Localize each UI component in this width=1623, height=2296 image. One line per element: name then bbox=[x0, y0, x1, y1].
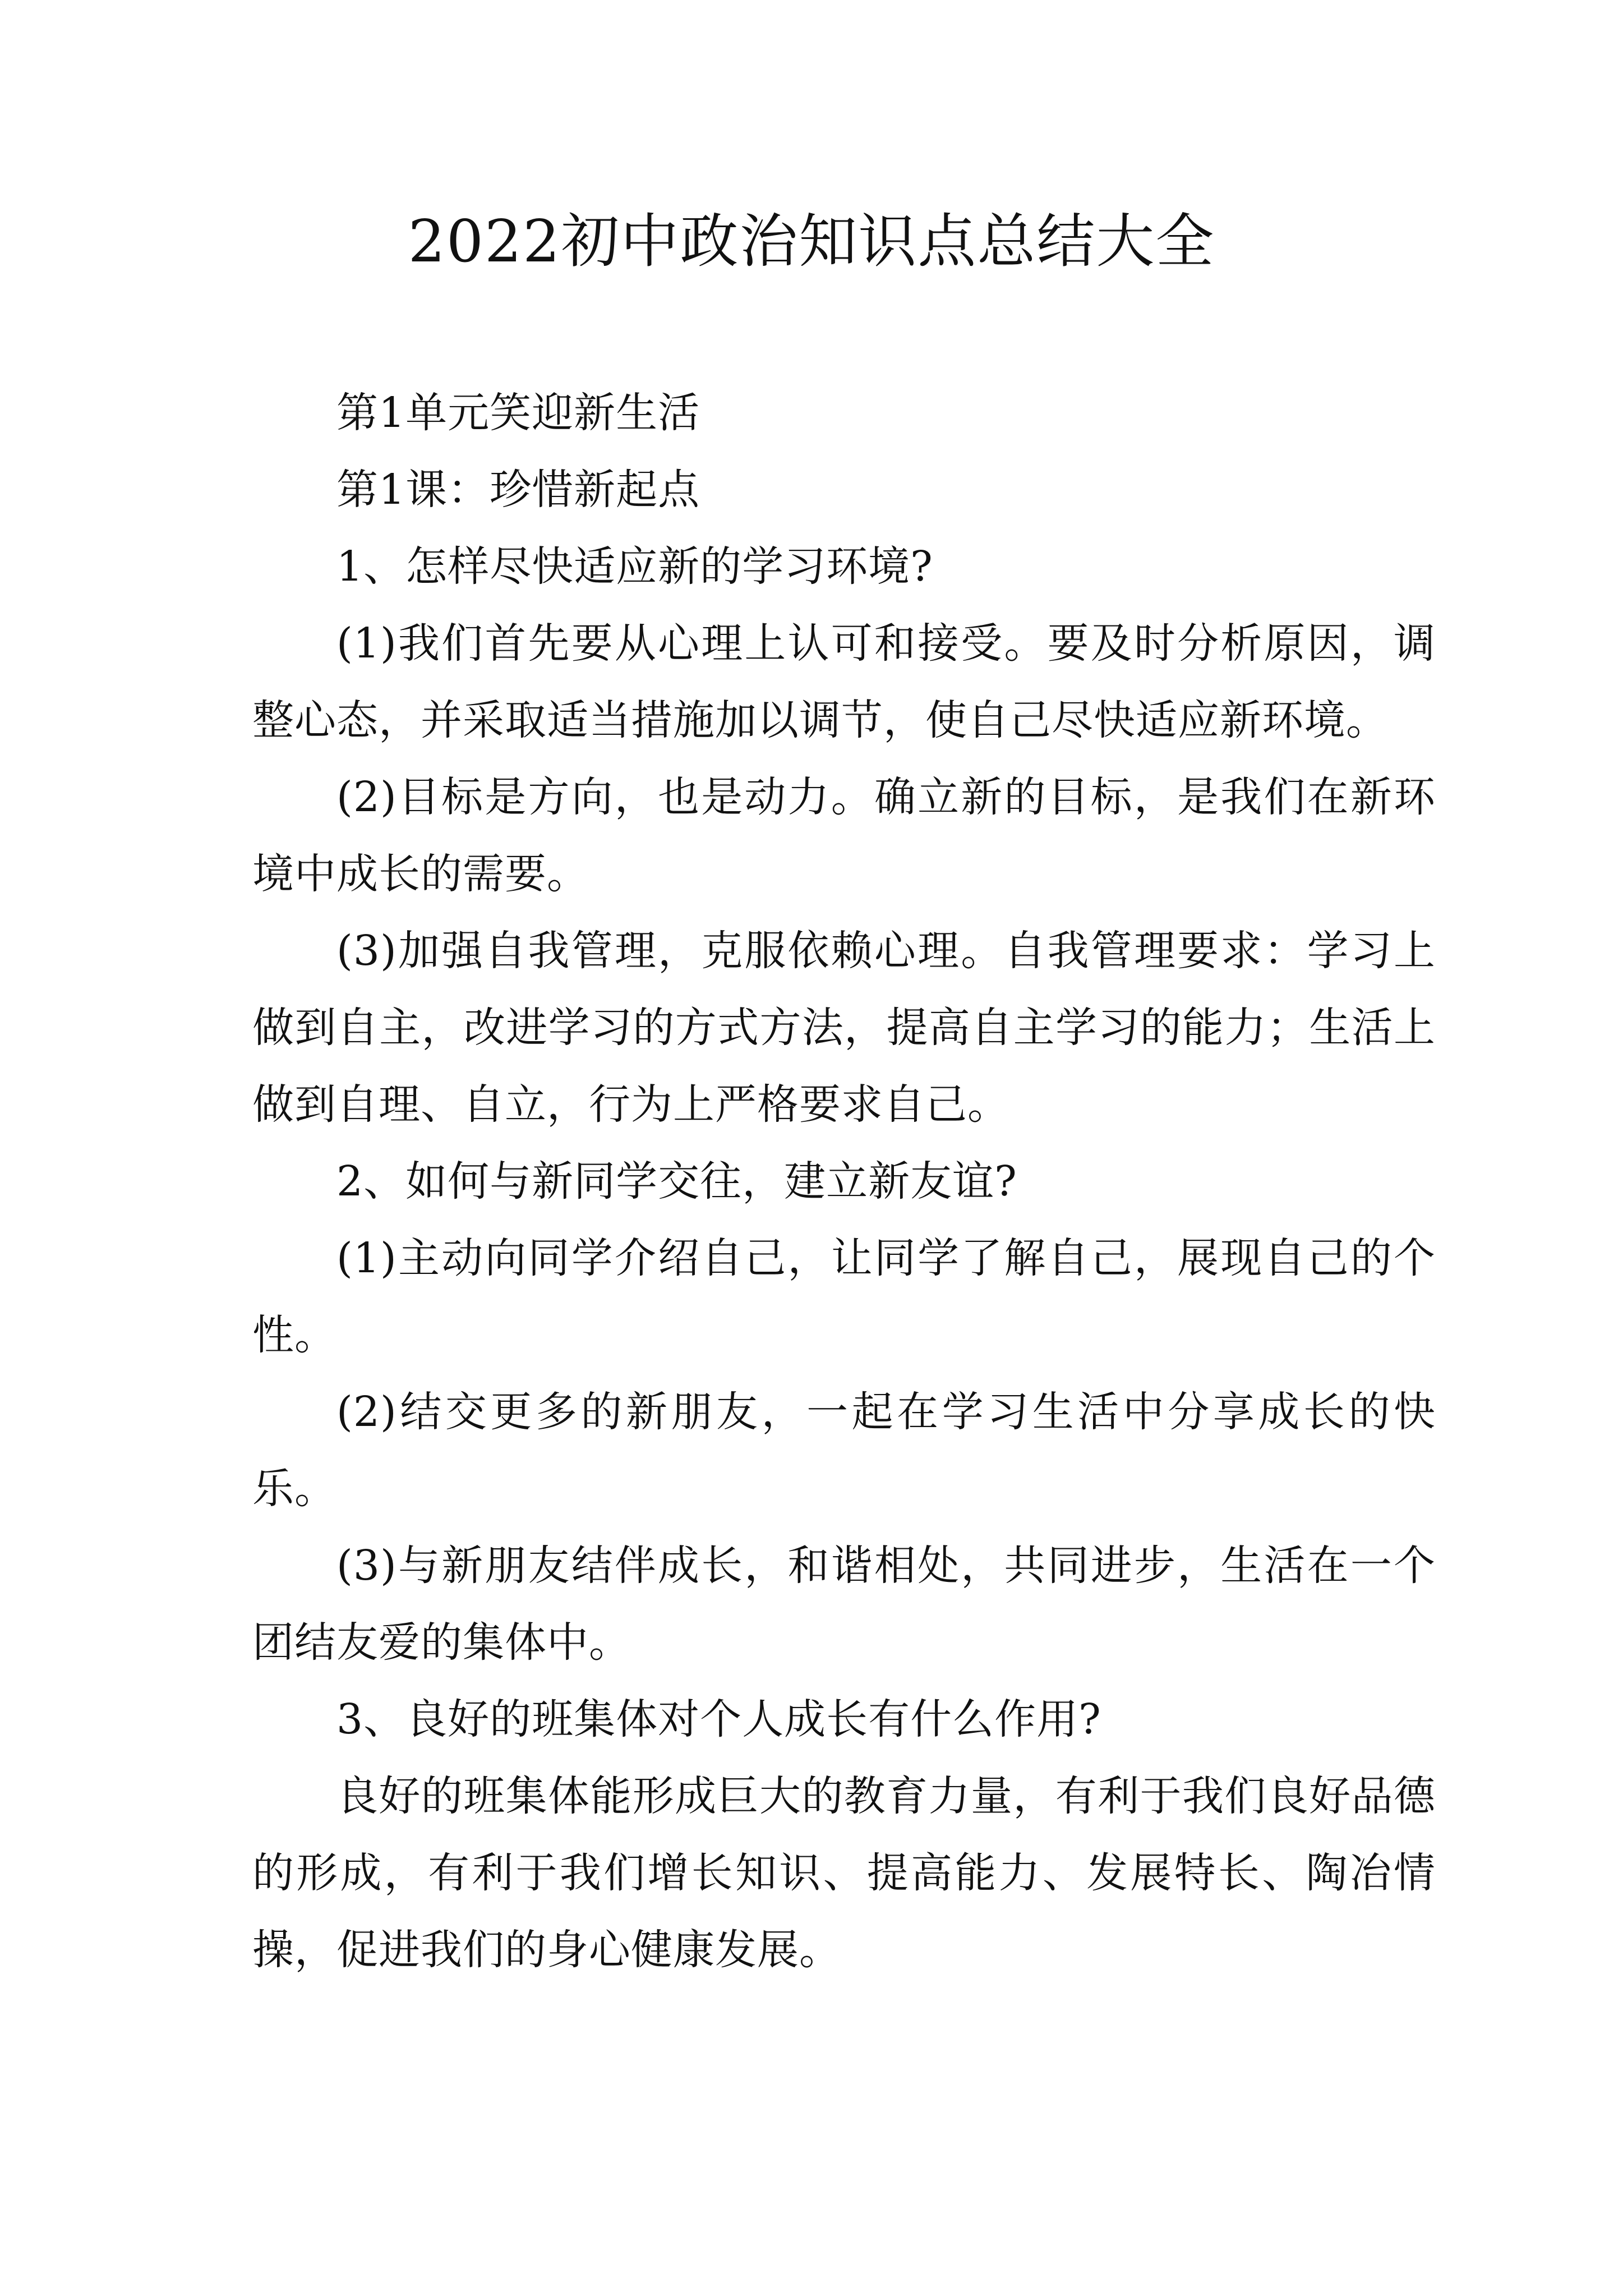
answer-1-1: (1)我们首先要从心理上认可和接受。要及时分析原因，调整心态，并采取适当措施加以调节，使自己尽快适应新环境。 bbox=[252, 619, 1436, 744]
unit-heading: 第1单元笑迎新生活 bbox=[336, 389, 700, 437]
question-3: 3、良好的班集体对个人成长有什么作用? bbox=[336, 1695, 1101, 1743]
answer-2-1: (1)主动向同学介绍自己，让同学了解自己，展现自己的个性。 bbox=[252, 1234, 1436, 1359]
document-title: 2022初中政治知识点总结大全 bbox=[408, 207, 1215, 275]
answer-2-2: (2)结交更多的新朋友，一起在学习生活中分享成长的快乐。 bbox=[252, 1388, 1436, 1513]
lesson-heading: 第1课：珍惜新起点 bbox=[336, 466, 700, 514]
question-1: 1、怎样尽快适应新的学习环境? bbox=[336, 542, 933, 591]
answer-2-3: (3)与新朋友结伴成长，和谐相处，共同进步，生活在一个团结友爱的集体中。 bbox=[252, 1542, 1436, 1667]
answer-3: 良好的班集体能形成巨大的教育力量，有利于我们良好品德的形成，有利于我们增长知识、提高能力、发展特长、陶冶情操，促进我们的身心健康发展。 bbox=[252, 1772, 1436, 1974]
question-2: 2、如何与新同学交往，建立新友谊? bbox=[336, 1157, 1017, 1205]
document-body bbox=[252, 375, 1436, 1989]
answer-1-3: (3)加强自我管理，克服依赖心理。自我管理要求：学习上做到自主，改进学习的方式方法，提高自主学习的能力；生活上做到自理、自立，行为上严格要求自己。 bbox=[252, 927, 1436, 1129]
answer-1-2: (2)目标是方向，也是动力。确立新的目标，是我们在新环境中成长的需要。 bbox=[252, 773, 1436, 898]
